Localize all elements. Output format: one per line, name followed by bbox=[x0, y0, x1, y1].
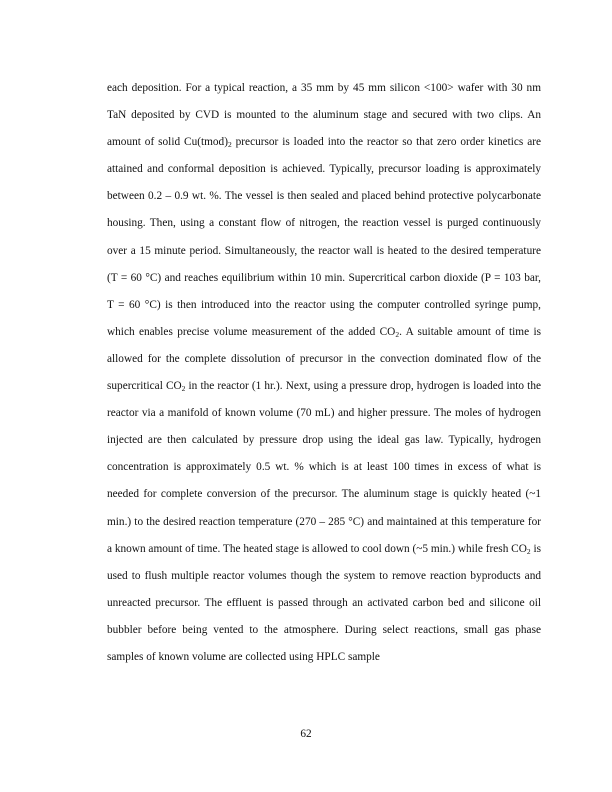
subscript-2: 2 bbox=[181, 384, 186, 394]
page-number: 62 bbox=[300, 728, 312, 740]
text-segment: . A suitable amount of time is allowed for the complete dissolution of precursor in the convection dominated flow of the supercritical CO bbox=[107, 325, 541, 393]
subscript-2: 2 bbox=[395, 329, 400, 339]
text-segment: precursor is loaded into the reactor so that zero order kinetics are attained and conformal deposition is achieved. Typically, precursor loading is approximately between 0.2 – 0.9 wt. %. The vessel is then sealed and placed behind protective polycarbonate housing. Then, using a constant flow of nitrogen, the reaction vessel is purged continuously over a 15 minute period. Simultaneously, the reactor wall is heated to the desired temperature (T = 60 °C) and reaches equilibrium within 10 min. Supercritical carbon dioxide (P = 103 bar, T = 60 °C) is then introduced into the reactor using the computer controlled syringe pump, which enables precise volume measurement of the added CO bbox=[107, 136, 542, 338]
subscript-2: 2 bbox=[227, 140, 232, 150]
text-segment: in the reactor (1 hr.). Next, using a pressure drop, hydrogen is loaded into the reactor via a manifold of known volume (70 mL) and higher pressure. The moles of hydrogen injected are then calculated by pressure drop using the ideal gas law. Typically, hydrogen concentration is approximately 0.5 wt. % which is at least 100 times in excess of what is needed for complete conversion of the precursor. The aluminum stage is quickly heated (~1 min.) to the desired reaction temperature (270 – 285 °C) and maintained at this temperature for a known amount of time. The heated stage is allowed to cool down (~5 min.) while fresh CO bbox=[107, 380, 541, 555]
subscript-2: 2 bbox=[526, 546, 531, 556]
body-paragraph bbox=[107, 75, 541, 671]
text-segment: is used to flush multiple reactor volumes though the system to remove reaction byproducts and unreacted precursor. The effluent is passed through an activated carbon bed and silicone oil bubbler before being vented to the atmosphere. During select reactions, small gas phase samples of known volume are collected using HPLC sample bbox=[107, 542, 542, 663]
text-segment: each deposition. For a typical reaction, a 35 mm by 45 mm silicon <100> wafer with 30 nm TaN deposited by CVD is mounted to the aluminum stage and secured with two clips. An amount of solid Cu(tmod) bbox=[107, 82, 541, 149]
